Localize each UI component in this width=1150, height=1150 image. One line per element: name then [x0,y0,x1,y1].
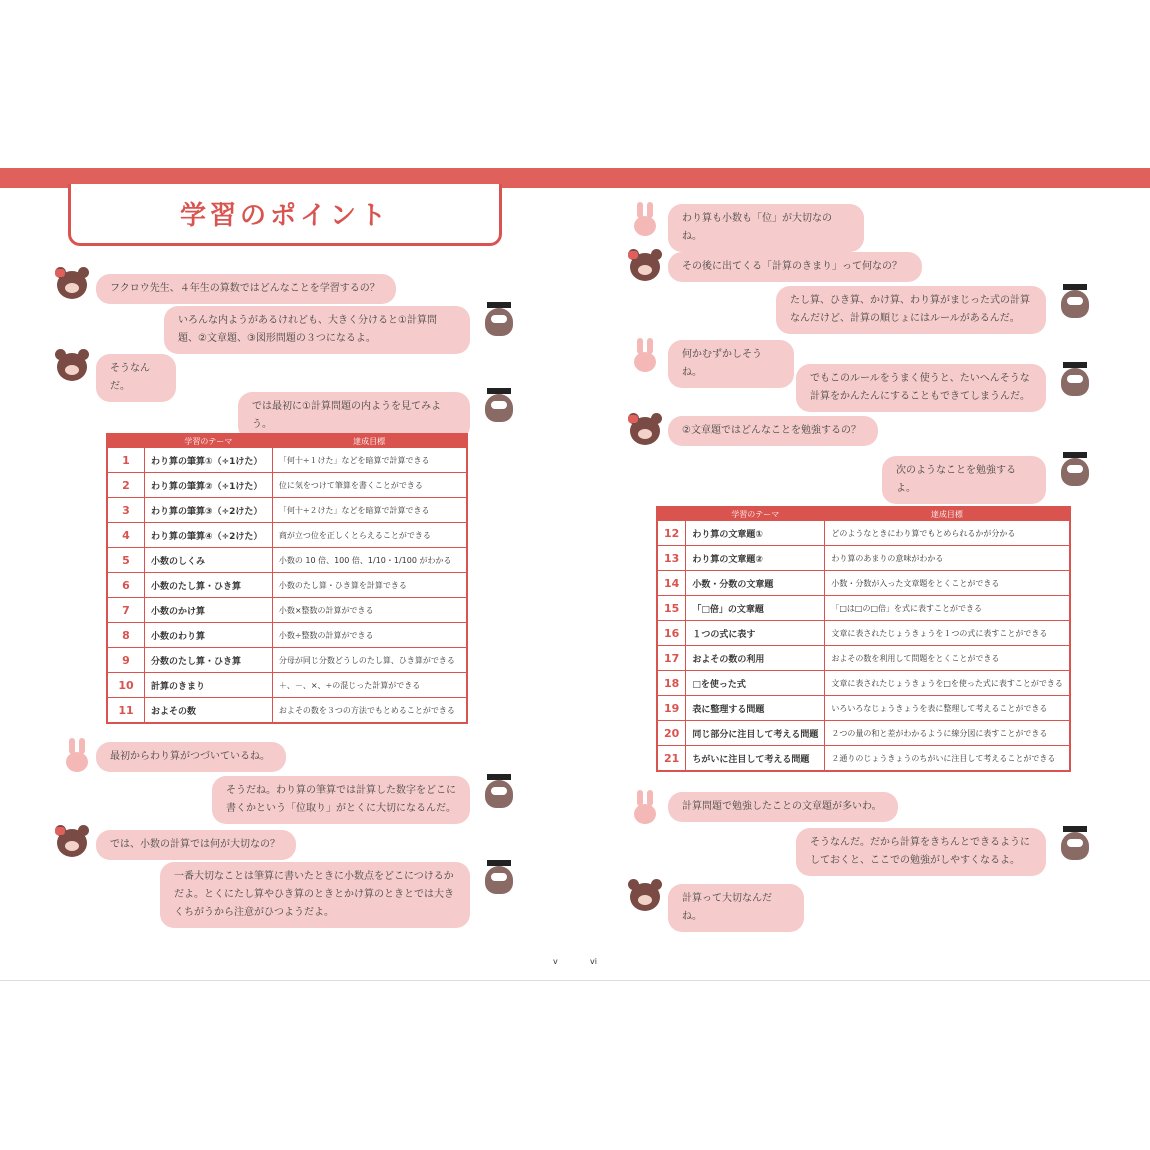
row-goal: およその数を３つの方法でもとめることができる [272,698,467,724]
row-goal: ２通りのじょうきょうのちがいに注目して考えることができる [825,746,1070,772]
row-goal: 小数・分数が入った文章題をとくことができる [825,571,1070,596]
row-number: 15 [657,596,686,621]
row-theme: 分数のたし算・ひき算 [145,648,273,673]
page-number-right: vi [590,957,597,966]
row-theme: 計算のきまり [145,673,273,698]
table-row [107,523,467,548]
row-goal: ＋、－、×、÷の混じった計算ができる [272,673,467,698]
speech-bubble: 計算って大切なんだね。 [668,884,804,932]
table-header-goal: 達成目標 [825,507,1070,521]
row-theme: わり算の文章題② [686,546,825,571]
row-goal: 小数の 10 倍、100 倍、1/10・1/100 がわかる [272,548,467,573]
row-goal: 小数のたし算・ひき算を計算できる [272,573,467,598]
row-number: 12 [657,521,686,546]
owl-avatar [1058,362,1092,396]
row-number: 3 [107,498,145,523]
row-number: 19 [657,696,686,721]
row-number: 5 [107,548,145,573]
row-goal: 文章に表されたじょうきょうを１つの式に表すことができる [825,621,1070,646]
page-number-left: v [553,957,558,966]
row-goal: 「何十÷１けた」などを暗算で計算できる [272,448,467,473]
row-goal: 小数÷整数の計算ができる [272,623,467,648]
table-row [107,598,467,623]
row-goal: わり算のあまりの意味がわかる [825,546,1070,571]
row-goal: 商が立つ位を正しくとらえることができる [272,523,467,548]
row-theme: わり算の筆算④（÷2けた） [145,523,273,548]
speech-bubble: では、小数の計算では何が大切なの？ [96,830,296,860]
row-number: 17 [657,646,686,671]
bear-avatar [55,826,89,860]
table-row [657,596,1070,621]
table-row [657,621,1070,646]
speech-bubble: そうだね。わり算の筆算では計算した数字をどこに書くかという「位取り」がとくに大切になるんだ。 [212,776,470,824]
table-calculation [106,433,468,724]
row-theme: 同じ部分に注目して考える問題 [686,721,825,746]
table-row [107,448,467,473]
title-box [68,184,502,246]
row-number: 21 [657,746,686,772]
row-theme: わり算の筆算③（÷2けた） [145,498,273,523]
row-number: 10 [107,673,145,698]
owl-avatar [482,774,516,808]
speech-bubble: でもこのルールをうまく使うと、たいへんそうな計算をかんたんにすることもできてしまうんだ。 [796,364,1046,412]
table-header-blank [657,507,686,521]
speech-bubble: たし算、ひき算、かけ算、わり算がまじった式の計算なんだけど、計算の順じょにはルールがあるんだ。 [776,286,1046,334]
page-title: 学習のポイント [179,201,390,231]
row-number: 2 [107,473,145,498]
speech-bubble: 一番大切なことは筆算に書いたときに小数点をどこにつけるかだよ。とくにたし算やひき算のときとかけ算のときとでは大きくちがうから注意がひつようだよ。 [160,862,470,928]
table-row [107,623,467,648]
speech-bubble: そうなんだ。だから計算をきちんとできるようにしておくと、ここでの勉強がしやすくなるよ。 [796,828,1046,876]
rabbit-avatar [628,790,662,824]
speech-bubble: フクロウ先生、４年生の算数ではどんなことを学習するの？ [96,274,396,304]
row-number: 8 [107,623,145,648]
row-theme: わり算の文章題① [686,521,825,546]
table-row [107,473,467,498]
row-number: 18 [657,671,686,696]
row-number: 4 [107,523,145,548]
table-row [657,746,1070,772]
table-row [657,521,1070,546]
speech-bubble: 何かむずかしそうね。 [668,340,794,388]
table-header-theme: 学習のテーマ [145,434,273,448]
bear-avatar [628,250,662,284]
table-row [107,698,467,724]
table-word-problems [656,506,1071,772]
row-number: 7 [107,598,145,623]
bear-avatar [55,350,89,384]
row-theme: 小数・分数の文章題 [686,571,825,596]
table-header-blank [107,434,145,448]
row-theme: 「□倍」の文章題 [686,596,825,621]
row-goal: 「何十÷２けた」などを暗算で計算できる [272,498,467,523]
bear-avatar [628,880,662,914]
owl-avatar [1058,826,1092,860]
row-theme: ちがいに注目して考える問題 [686,746,825,772]
table-row [657,646,1070,671]
row-theme: およその数 [145,698,273,724]
row-theme: １つの式に表す [686,621,825,646]
row-theme: わり算の筆算①（÷1けた） [145,448,273,473]
row-theme: わり算の筆算②（÷1けた） [145,473,273,498]
row-number: 16 [657,621,686,646]
row-goal: 「□は□の□倍」を式に表すことができる [825,596,1070,621]
table-row [657,571,1070,596]
speech-bubble: わり算も小数も「位」が大切なのね。 [668,204,864,252]
row-number: 1 [107,448,145,473]
row-goal: 文章に表されたじょうきょうを□を使った式に表すことができる [825,671,1070,696]
table-row [657,671,1070,696]
table-row [107,548,467,573]
row-number: 9 [107,648,145,673]
table-row [107,648,467,673]
row-theme: 小数のわり算 [145,623,273,648]
row-number: 11 [107,698,145,724]
rabbit-avatar [628,202,662,236]
row-theme: 小数のたし算・ひき算 [145,573,273,598]
table-row [657,546,1070,571]
table-row [107,498,467,523]
speech-bubble: そうなんだ。 [96,354,176,402]
row-goal: ２つの量の和と差がわかるように線分図に表すことができる [825,721,1070,746]
row-goal: 分母が同じ分数どうしのたし算、ひき算ができる [272,648,467,673]
speech-bubble: 計算問題で勉強したことの文章題が多いわ。 [668,792,898,822]
row-number: 6 [107,573,145,598]
row-goal: どのようなときにわり算でもとめられるかが分かる [825,521,1070,546]
row-number: 14 [657,571,686,596]
speech-bubble: では最初に①計算問題の内ようを見てみよう。 [238,392,470,440]
row-goal: 位に気をつけて筆算を書くことができる [272,473,467,498]
speech-bubble: ②文章題ではどんなことを勉強するの？ [668,416,878,446]
owl-avatar [1058,452,1092,486]
row-theme: およその数の利用 [686,646,825,671]
row-goal: 小数×整数の計算ができる [272,598,467,623]
speech-bubble: 次のようなことを勉強するよ。 [882,456,1046,504]
speech-bubble: その後に出てくる「計算のきまり」って何なの？ [668,252,922,282]
row-goal: いろいろなじょうきょうを表に整理して考えることができる [825,696,1070,721]
rabbit-avatar [628,338,662,372]
speech-bubble: 最初からわり算がつづいているね。 [96,742,286,772]
table-row [107,573,467,598]
rabbit-avatar [60,738,94,772]
row-theme: 表に整理する問題 [686,696,825,721]
speech-bubble: いろんな内ようがあるけれども、大きく分けると①計算問題、②文章題、③図形問題の３つになるよ。 [164,306,470,354]
row-number: 13 [657,546,686,571]
table-row [657,721,1070,746]
row-theme: 小数のかけ算 [145,598,273,623]
owl-avatar [482,860,516,894]
table-header-goal: 達成目標 [272,434,467,448]
row-number: 20 [657,721,686,746]
row-goal: およその数を利用して問題をとくことができる [825,646,1070,671]
bear-avatar [55,268,89,302]
bear-avatar [628,414,662,448]
table-header-theme: 学習のテーマ [686,507,825,521]
owl-avatar [482,388,516,422]
owl-avatar [482,302,516,336]
row-theme: □を使った式 [686,671,825,696]
owl-avatar [1058,284,1092,318]
table-row [107,673,467,698]
row-theme: 小数のしくみ [145,548,273,573]
table-row [657,696,1070,721]
